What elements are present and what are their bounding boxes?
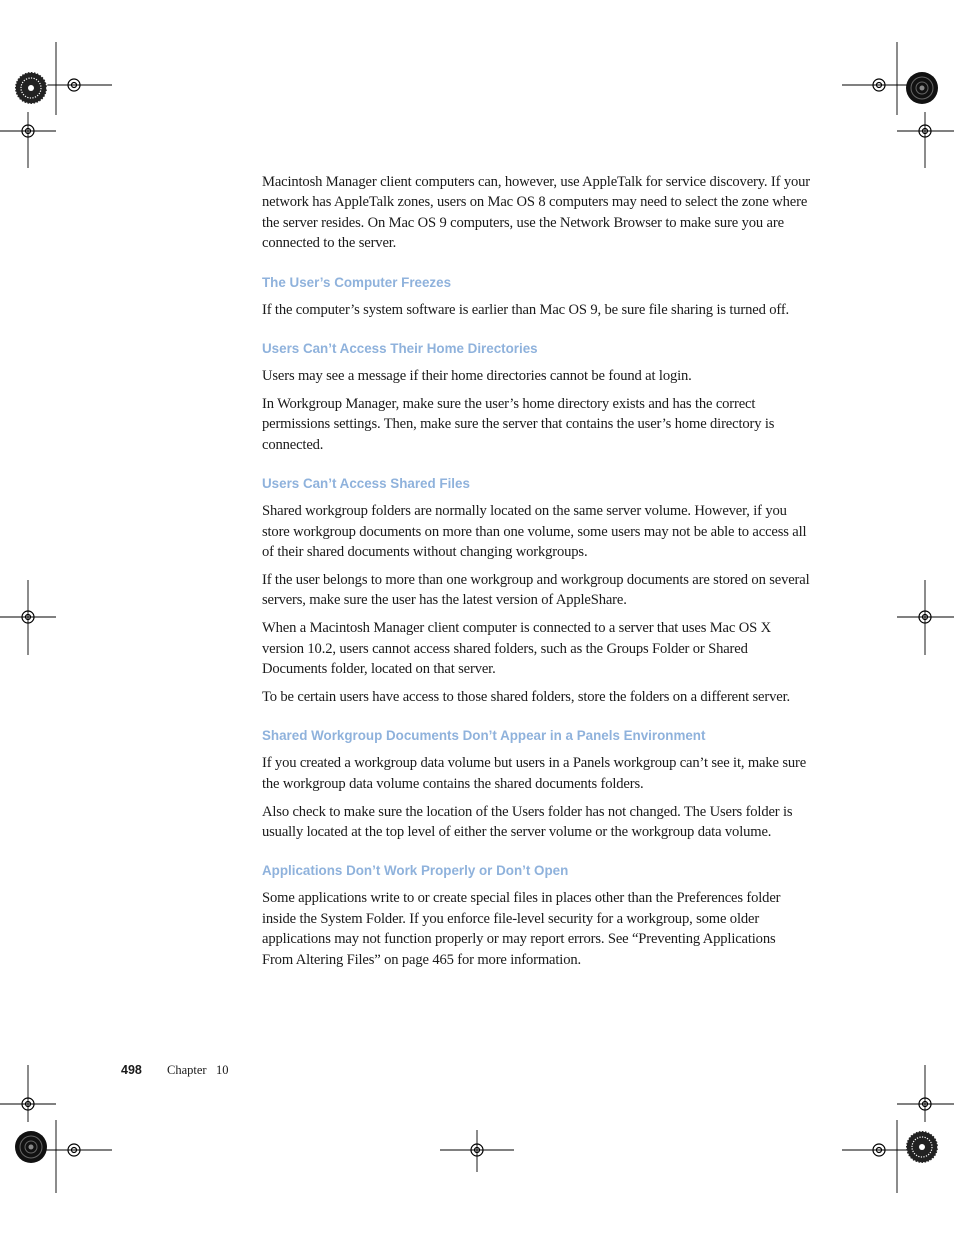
page-number: 498: [121, 1063, 142, 1077]
section-heading: Users Can’t Access Their Home Directories: [262, 341, 538, 357]
section-panels-environment: [262, 727, 810, 842]
section-intro: [262, 172, 810, 254]
section-heading: Shared Workgroup Documents Don’t Appear in a Panels Environment: [262, 728, 706, 744]
body-paragraph: To be certain users have access to those shared folders, store the folders on a different server.: [262, 688, 790, 705]
page-footer: [121, 1063, 228, 1078]
body-paragraph: Also check to make sure the location of the Users folder has not changed. The Users folder is usually located at the top level of either the server volume or the workgroup data volume.: [262, 803, 793, 841]
body-paragraph: In Workgroup Manager, make sure the user’s home directory exists and has the correct permissions settings. Then, make sure the server that contains the user’s home directory is connected.: [262, 395, 775, 453]
section-heading: The User’s Computer Freezes: [262, 274, 452, 290]
section-applications: [262, 862, 810, 970]
page-body: [262, 172, 810, 978]
section-heading: Users Can’t Access Shared Files: [262, 476, 470, 492]
body-paragraph: Some applications write to or create special files in places other than the Preferences folder inside the System Folder. If you enforce file-level security for a workgroup, some older applications may not function properly or may report errors. See “Preventing Applications From Altering Files” on page 465 for more information.: [262, 890, 781, 968]
section-shared-files: [262, 475, 810, 707]
body-paragraph: Users may see a message if their home directories cannot be found at login.: [262, 368, 692, 385]
body-paragraph: If you created a workgroup data volume but users in a Panels workgroup can’t see it, make sure the workgroup data volume contains the shared documents folders.: [262, 755, 807, 792]
chapter-label: Chapter 10: [167, 1063, 229, 1077]
body-paragraph: When a Macintosh Manager client computer is connected to a server that uses Mac OS X version 10.2, users cannot access shared folders, such as the Groups Folder or Shared Documents folder, located on that server.: [262, 620, 771, 677]
section-home-directories: [262, 340, 810, 455]
body-paragraph: Shared workgroup folders are normally located on the same server volume. However, if you store workgroup documents on more than one volume, some users may not be able to access all of their shared documents without changing workgroups.: [262, 503, 807, 560]
section-computer-freezes: [262, 274, 810, 320]
section-heading: Applications Don’t Work Properly or Don’t Open: [262, 863, 569, 879]
body-paragraph: If the user belongs to more than one workgroup and workgroup documents are stored on several servers, make sure the user has the latest version of AppleShare.: [262, 571, 810, 609]
body-paragraph: Macintosh Manager client computers can, however, use AppleTalk for service discovery. If your network has AppleTalk zones, users on Mac OS 8 computers may need to select the zone where the server resides. On Mac OS 9 computers, use the Network Browser to make sure you are connected to the server.: [262, 174, 811, 252]
body-paragraph: If the computer’s system software is earlier than Mac OS 9, be sure file sharing is turned off.: [262, 301, 790, 318]
